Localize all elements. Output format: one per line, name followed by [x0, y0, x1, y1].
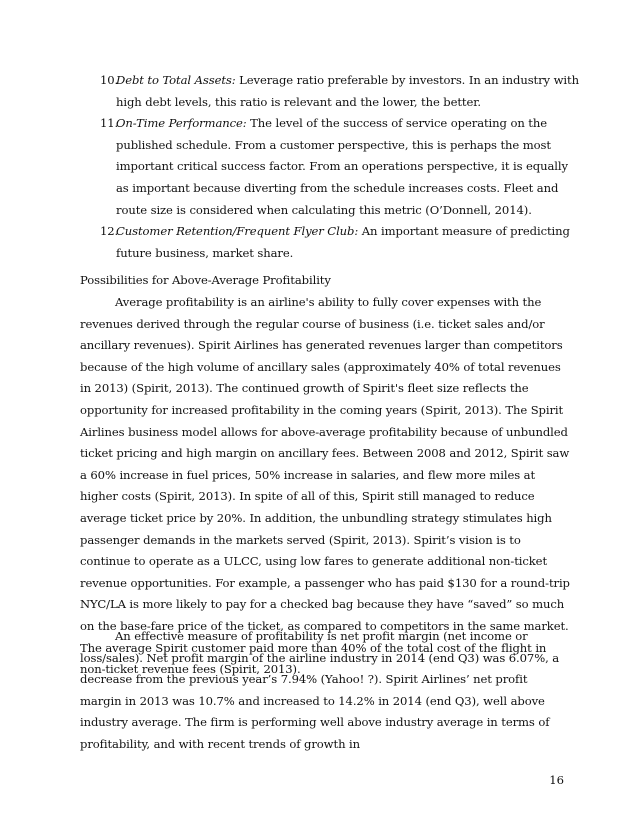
- list-item-number: 10.: [100, 73, 119, 87]
- list-item-label: Debt to Total Assets:: [116, 73, 236, 87]
- metrics-list: [80, 70, 580, 264]
- list-item-body: [116, 221, 580, 264]
- list-item-number: 11.: [100, 116, 119, 131]
- list-item-text: Leverage ratio preferable by investors. In an industry with high debt levels, this ratio is relevant and the lower, the better.: [116, 73, 579, 109]
- list-item-text: The level of the success of service operating on the published schedule. From a customer perspective, this is perhaps the most important critical success factor. From an operations perspective, it is equally as important because diverting from the schedule increases costs. Fleet and route size is considered when calculating this metric (O’Donnell, 2014).: [116, 116, 568, 217]
- body-paragraph: An effective measure of profitability is net profit margin (net income or loss/sales). Net profit margin of the airline industry in 2014 (end Q3) was 6.07%, a decrease from the previous year’s 7.94% (Yahoo! ?). Spirit Airlines’ net profit margin in 2013 was 10.7% and increased to 14.2% in 2014 (end Q3), well above industry average. The firm is performing well above industry average in terms of profitability, and with recent trends of growth in: [80, 629, 560, 751]
- list-item-text: An important measure of predicting future business, market share.: [116, 224, 570, 260]
- body-paragraph: Average profitability is an airline's ability to fully cover expenses with the revenues derived through the regular course of business (i.e. ticket sales and/or ancillary revenues). Spirit Airlines has generated revenues larger than competitors because of the high volume of ancillary sales (approximately 40% of total revenues in 2013) (Spirit, 2013). The continued growth of Spirit's fleet size reflects the opportunity for increased profitability in the coming years (Spirit, 2013). The Spirit Airlines business model allows for above-average profitability because of unbundled ticket pricing and high margin on ancillary fees. Between 2008 and 2012, Spirit saw a 60% increase in fuel prices, 50% increase in salaries, and flew more miles at higher costs (Spirit, 2013). In spite of all of this, Spirit still managed to reduce average ticket price by 20%. In addition, the unbundling strategy stimulates high passenger demands in the markets served (Spirit, 2013). Spirit’s vision is to continue to operate as a ULCC, using low fares to generate additional non-ticket revenue opportunities. For example, a passenger who has paid $130 for a round-trip NYC/LA is more likely to pay for a checked bag because they have “saved” so much on the base-fare price of the ticket, as compared to competitors in the same market. The average Spirit customer paid more than 40% of the total cost of the flight in non-ticket revenue fees (Spirit, 2013).: [80, 295, 570, 677]
- list-item-label: Customer Retention/Frequent Flyer Club:: [116, 224, 359, 239]
- list-item: [80, 70, 580, 113]
- list-item-number: 12.: [100, 224, 119, 239]
- page-number: 16: [549, 773, 564, 787]
- list-item: [80, 113, 580, 221]
- list-item-label: On-Time Performance:: [116, 116, 247, 131]
- list-item-body: [116, 113, 580, 221]
- list-item: [80, 221, 580, 264]
- list-item-body: [116, 70, 580, 113]
- section-heading: Possibilities for Above-Average Profitability: [80, 273, 331, 287]
